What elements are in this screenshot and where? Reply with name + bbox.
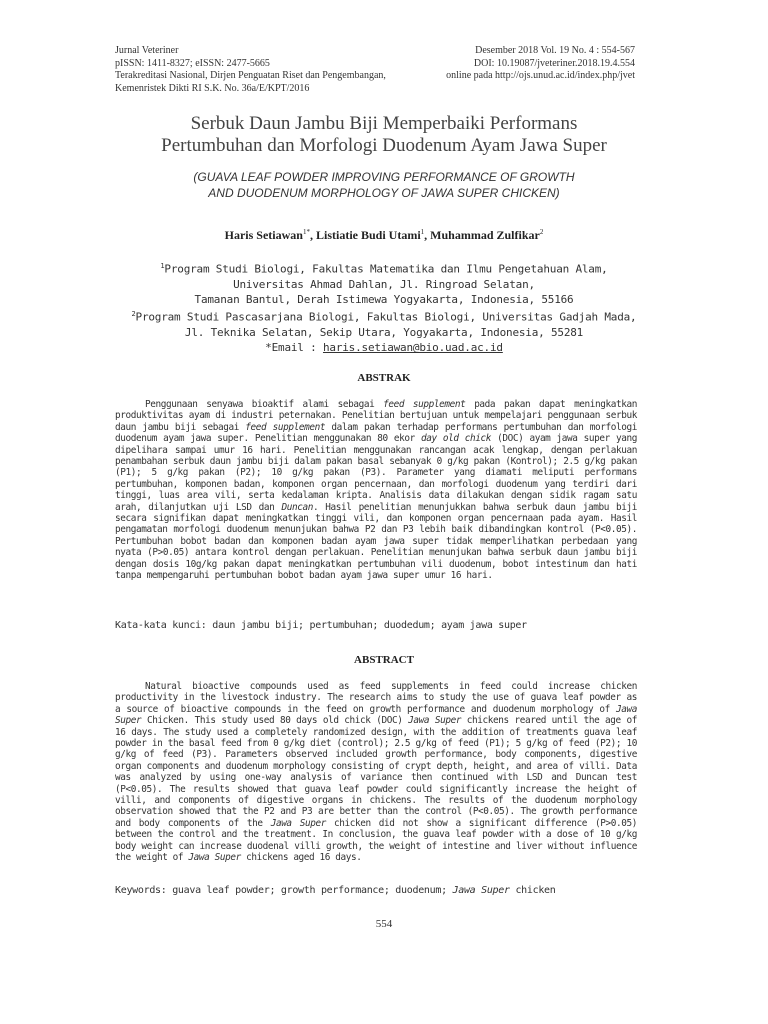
affiliation-line: Jl. Teknika Selatan, Sekip Utara, Yogyakarta, Indonesia, 55281 <box>184 326 584 340</box>
abstrak-heading: ABSTRAK <box>357 372 411 384</box>
accreditation-line: Terakreditasi Nasional, Dirjen Penguatan Riset dan Pengembangan, <box>115 70 386 82</box>
author-affiliation-mark: 2 <box>539 228 544 236</box>
journal-name: Jurnal Veteriner <box>115 45 179 56</box>
paper-title <box>60 113 708 157</box>
doi: DOI: 10.19087/jveteriner.2018.19.4.554 <box>473 57 635 69</box>
english-title-line-1: (GUAVA LEAF POWDER IMPROVING PERFORMANCE OF GROWTH <box>193 170 575 184</box>
author-name: Listiatie Budi Utami <box>315 228 421 242</box>
page-number: 554 <box>375 918 393 930</box>
issn: pISSN: 1411-8327; eISSN: 2477-5665 <box>115 57 270 69</box>
kata-kunci: Kata-kata kunci: daun jambu biji; pertumbuhan; duodedum; ayam jawa super <box>115 620 527 631</box>
english-title <box>60 169 708 201</box>
author-name: Haris Setiawan <box>224 228 303 242</box>
accreditation-decree: Kemenristek Dikti RI S.K. No. 36a/E/KPT/2016 <box>115 82 310 94</box>
affiliation-line: Universitas Ahmad Dahlan, Jl. Ringroad Selatan, <box>233 277 535 291</box>
affiliation-line: $^1$Program Studi Biologi, Fakultas Matematika dan Ilmu Pengetahuan Alam, <box>160 262 608 276</box>
email-link[interactable]: haris.setiawan@bio.uad.ac.id <box>322 341 503 355</box>
keywords: Keywords: guava leaf powder; growth performance; duodenum; Jawa Super chicken <box>115 885 556 896</box>
author-affiliation-mark: 1* <box>302 228 310 236</box>
email-label: *Email : <box>265 341 323 355</box>
abstrak-body: Penggunaan senyawa bioaktif alami sebagai feed supplement pada pakan dapat meningkatkan produktivitas ayam di industri peternakan. Penelitian bertujuan untuk mempelajari penggunaan serbuk daun jambu biji sebagai feed supplement dalam pakan terhadap performans pertumbuhan dan morfologi duodenum ayam jawa super. Penelitian menggunakan 80 ekor day old chick (DOC) ayam jawa super yang dipelihara sampai umur 16 hari. Penelitian menggunakan rancangan acak lengkap, dengan perlakuan penambahan serbuk daun jambu biji dalam pakan basal sebanyak 0 g/kg pakan (Kontrol); 2.5 g/kg pakan (P1); 5 g/kg pakan (P2); 10 g/kg pakan (P3). Parameter yang diamati meliputi performans pertumbuhan, komponen badan, komponen organ pencernaan, dan morfologi duodenum yang terdiri dari tinggi, luas area vili, serta kedalaman kripta. Analisis data dilakukan dengan sidik ragam satu arah, dilanjutkan uji LSD dan Duncan. Hasil penelitian menunjukkan bahwa serbuk daun jambu biji secara signifikan dapat meningkatkan tinggi vili, dan komponen organ pencernaan pada ayam. Hasil pengamatan morfologi duodenum menunjukan bahwa P2 dan P3 lebih baik dibandingkan kontrol (P<0.05). Pertumbuhan bobot badan dan komponen badan ayam jawa super tidak memperlihatkan perbedaan yang nyata (P>0.05) antara kontrol dengan perlakuan. Penelitian menunjukan bahwa serbuk daun jambu biji dengan dosis 10g/kg pakan dapat meningkatkan pertumbuhan vili duodenum, bobot intestinum dan hati tanpa mempengaruhi pertumbuhan bobot badan ayam jawa super umur 16 hari. <box>115 399 637 582</box>
issue-info: Desember 2018 Vol. 19 No. 4 : 554-567 <box>475 45 635 56</box>
author-separator: , <box>309 228 316 242</box>
header-right <box>446 45 635 83</box>
affiliations <box>60 259 708 356</box>
header-left <box>115 45 386 95</box>
affiliation-mark: 1 <box>160 262 165 270</box>
author-name: Muhammad Zulfikar <box>430 228 540 242</box>
affiliation-mark: 2 <box>131 310 136 319</box>
author-separator: , <box>424 228 431 242</box>
online-url: online pada http://ojs.unud.ac.id/index.php/jvet <box>446 70 635 82</box>
title-line-1: Serbuk Daun Jambu Biji Memperbaiki Performans <box>190 113 578 134</box>
email-line <box>60 340 708 355</box>
author-affiliation-mark: 1 <box>420 228 425 236</box>
affiliation-line: $^2$Program Studi Pascasarjana Biologi, Fakultas Biologi, Universitas Gadjah Mada, <box>131 310 637 324</box>
abstract-heading: ABSTRACT <box>354 654 414 666</box>
abstract-body: Natural bioactive compounds used as feed supplements in feed could increase chicken productivity in the livestock industry. The research aims to study the use of guava leaf powder as a source of bioactive compounds in the feed on growth performance and duodenum morphology of Jawa Super Chicken. This study used 80 days old chick (DOC) Jawa Super chickens reared until the age of 16 days. The study used a completely randomized design, with the addition of treatments guava leaf powder in the basal feed from 0 g/kg diet (control); 2.5 g/kg of feed (P1); 5 g/kg of feed (P2); 10 g/kg of feed (P3). Parameters observed included growth performance, body components, digestive organ components and duodenum morphology consisting of crypt depth, height, and area of villi. Data was analyzed by using one-way analysis of variance then continued with LSD and Duncan test (P<0.05). The results showed that guava leaf powder could significantly increase the height of villi, and components of digestive organs in chickens. The results of the duodenum morphology observation showed that the P2 and P3 are better than the control (P<0.05). The growth performance and body components of the Jawa Super chicken did not show a significant difference (P>0.05) between the control and the treatment. In conclusion, the guava leaf powder with a dose of 10 g/kg body weight can increase duodenal villi growth, the weight of intestine and liver without influence the weight of Jawa Super chickens aged 16 days. <box>115 681 637 864</box>
title-line-2: Pertumbuhan dan Morfologi Duodenum Ayam Jawa Super <box>161 135 607 156</box>
english-title-line-2: AND DUODENUM MORPHOLOGY OF JAWA SUPER CHICKEN) <box>208 186 560 200</box>
author-list <box>60 228 708 243</box>
affiliation-line: Tamanan Bantul, Derah Istimewa Yogyakarta, Indonesia, 55166 <box>194 293 574 307</box>
